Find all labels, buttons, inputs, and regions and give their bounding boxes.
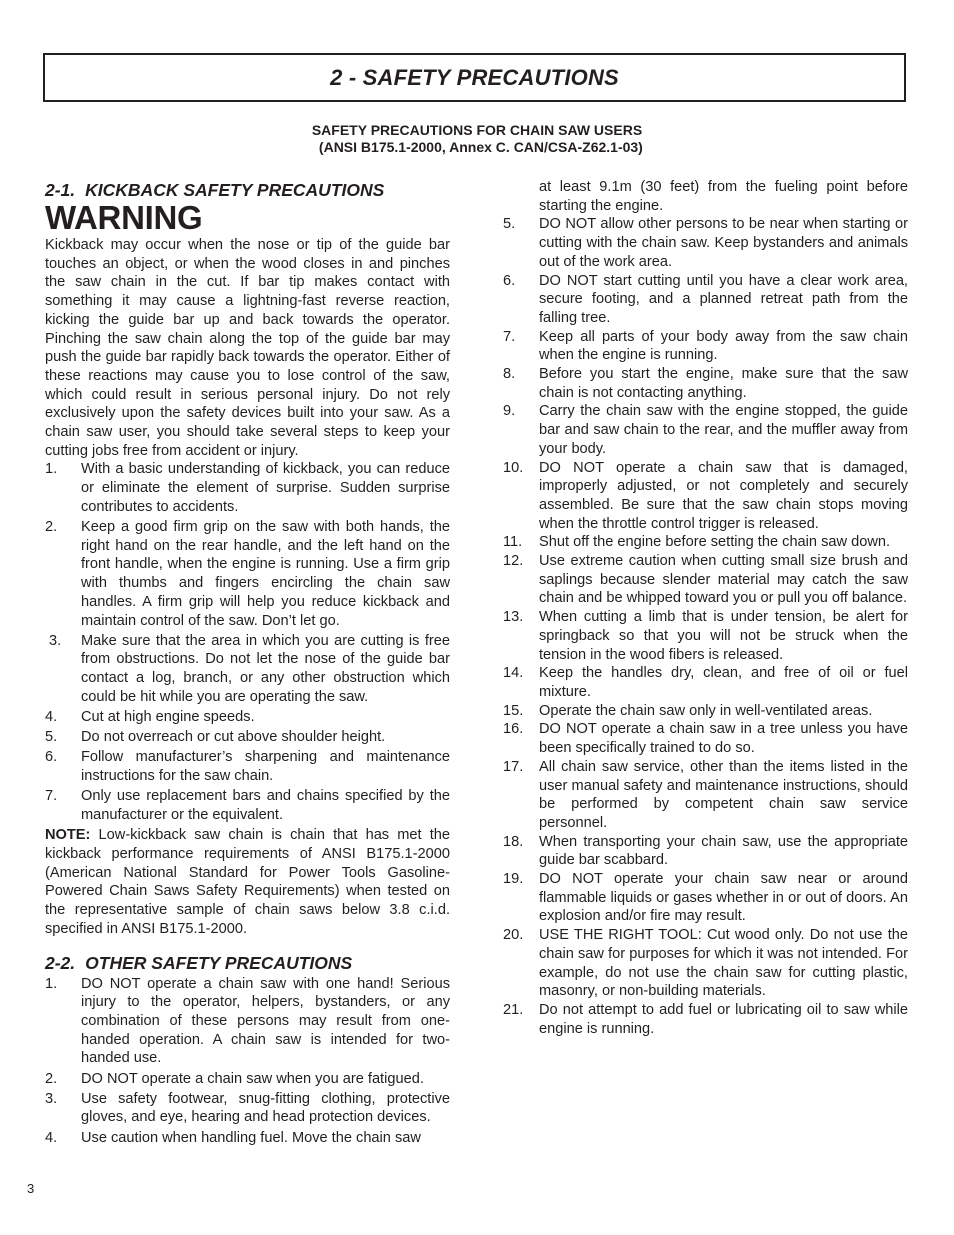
note-label: NOTE: [45, 827, 91, 844]
list-item-text: DO NOT operate a chain saw in a tree unless you have been specifically trained to do so. [539, 721, 908, 757]
subheading [0, 122, 954, 156]
list-item-text: Carry the chain saw with the engine stopped, the guide bar and saw chain to the rear, and the muffler away from your body. [539, 403, 908, 457]
list-item-number: 6. [45, 749, 58, 766]
list-item-text: Use safety footwear, snug-fitting clothing, protective gloves, and eye, hearing and head protection devices. [81, 1090, 450, 1126]
list-item [503, 533, 908, 552]
other-precautions-list-right [503, 215, 908, 1038]
list-item [503, 720, 908, 757]
list-item [503, 833, 908, 870]
kickback-intro-paragraph: Kickback may occur when the nose or tip of the guide bar touches an object, or when the wood closes in and pinches the saw chain in the cut. If bar tip makes contact with something it may cause a lightning-fast reverse reaction, kicking the guide bar up and back towards the operator. Pinching the saw chain along the top of the guide bar may push the guide bar rapidly back towards the operator. Either of these reactions may cause you to lose control of the saw, which could result in serious personal injury. Do not rely exclusively upon the safety devices built into your saw. As a chain saw user, you should take several steps to keep your cutting jobs free from accident or injury. [45, 237, 450, 459]
subheading-line-1: SAFETY PRECAUTIONS FOR CHAIN SAW USERS [311, 122, 643, 138]
list-item [45, 787, 450, 824]
list-item [45, 460, 450, 516]
list-item [45, 518, 450, 630]
list-item-number: 3. [45, 632, 62, 649]
left-column [45, 178, 450, 1149]
list-item-number: 1. [45, 461, 58, 478]
list-item-text: Before you start the engine, make sure that the saw chain is not contacting anything. [539, 366, 908, 401]
list-item-number: 10. [503, 459, 524, 476]
warning-heading: WARNING [45, 199, 203, 236]
list-item-text: DO NOT start cutting until you have a clear work area, secure footing, and a planned retreat path from the falling tree. [539, 272, 908, 326]
list-item [503, 215, 908, 271]
list-item-text: Keep the handles dry, clean, and free of oil or fuel mixture. [539, 665, 908, 700]
section-number: 2-1. [45, 180, 76, 200]
list-item [503, 664, 908, 701]
kickback-precautions-list [45, 460, 450, 824]
page-title: 2 - SAFETY PRECAUTIONS [330, 64, 619, 90]
list-item-number: 17. [503, 758, 524, 775]
list-item [45, 708, 450, 727]
list-item-text: Only use replacement bars and chains specified by the manufacturer or the equivalent. [81, 788, 450, 824]
list-item-text: USE THE RIGHT TOOL: Cut wood only. Do not use the chain saw for purposes for which it was not intended. For example, do not use the chain saw for cutting plastic, masonry, or non-building materials. [539, 927, 908, 1000]
list-item-text: Shut off the engine before setting the chain saw down. [539, 534, 891, 551]
list-item-number: 12. [503, 553, 524, 570]
list-item-number: 7. [503, 328, 516, 345]
page-number: 3 [27, 1181, 35, 1196]
list-item-text: Do not overreach or cut above shoulder height. [81, 729, 386, 746]
list-item-number: 2. [45, 519, 58, 536]
list-item-number: 4. [45, 1129, 58, 1146]
list-item-text: Make sure that the area in which you are cutting is free from obstructions. Do not let the nose of the guide bar contact a log, branch, or any other obstruction which could be hit while you are operating the saw. [81, 632, 450, 705]
section-number: 2-2. [45, 952, 76, 973]
other-precautions-list-left [45, 975, 450, 1148]
section-heading-other [45, 951, 450, 975]
list-item [45, 728, 450, 747]
list-item [45, 1129, 450, 1148]
item-4-continuation: at least 9.1m (30 feet) from the fueling point before starting the engine. [539, 179, 908, 214]
list-item [45, 975, 450, 1069]
list-item [503, 1001, 908, 1038]
section-title: OTHER SAFETY PRECAUTIONS [85, 952, 353, 973]
list-item-number: 6. [503, 272, 516, 289]
list-item-text: With a basic understanding of kickback, you can reduce or eliminate the element of surprise. Sudden surprise contributes to accidents. [81, 461, 450, 515]
list-item-number: 14. [503, 665, 524, 682]
list-item-text: Operate the chain saw only in well-ventilated areas. [539, 702, 873, 719]
list-item-text: DO NOT allow other persons to be near when starting or cutting with the chain saw. Keep bystanders and animals out of the work area. [539, 216, 908, 270]
list-item-text: DO NOT operate your chain saw near or around flammable liquids or gases whether in or out of doors. An explosion and/or fire may result. [539, 871, 908, 925]
list-item-text: When cutting a limb that is under tension, be alert for springback so that you will not be struck when the tension in the wood fibers is released. [539, 609, 908, 663]
list-item-text: All chain saw service, other than the items listed in the user manual safety and maintenance instructions, should be performed by competent chain saw service personnel. [539, 758, 908, 831]
list-item [503, 459, 908, 534]
list-item [45, 632, 450, 707]
list-item-text: Cut at high engine speeds. [81, 709, 255, 726]
list-item-number: 21. [503, 1001, 524, 1018]
list-item [503, 328, 908, 365]
list-item-number: 11. [503, 534, 523, 551]
list-item-text: Follow manufacturer’s sharpening and maintenance instructions for the saw chain. [81, 749, 450, 785]
list-item [503, 402, 908, 458]
list-item-text: DO NOT operate a chain saw when you are fatigued. [81, 1070, 424, 1087]
list-item-number: 3. [45, 1090, 58, 1107]
list-item [503, 870, 908, 926]
list-item-number: 9. [503, 403, 516, 420]
list-item-number: 2. [45, 1070, 58, 1087]
list-item-number: 18. [503, 833, 524, 850]
list-item-number: 7. [45, 788, 58, 805]
list-item-text: Do not attempt to add fuel or lubricating oil to saw while engine is running. [539, 1001, 908, 1037]
list-item-number: 13. [503, 609, 524, 626]
list-item [45, 748, 450, 785]
list-item-number: 16. [503, 721, 524, 738]
list-item-number: 15. [503, 702, 524, 719]
list-item [503, 702, 908, 721]
list-item [503, 608, 908, 664]
section-title-box [43, 53, 906, 102]
list-item-number: 5. [45, 729, 58, 746]
list-item [503, 552, 908, 608]
list-item [503, 272, 908, 328]
list-item-text: DO NOT operate a chain saw with one hand! Serious injury to the operator, helpers, bystanders, or any combination of these persons may result from one-handed operation. A chain saw is intended for two-handed use. [81, 975, 450, 1067]
list-item-text: Use caution when handling fuel. Move the chain saw [81, 1129, 421, 1146]
list-item-text: Keep a good firm grip on the saw with both hands, the right hand on the rear handle, and the left hand on the front handle, when the engine is running. Use a firm grip with thumbs and fingers encircling the chain saw handles. A firm grip will help you reduce kickback and maintain control of the saw. Don’t let go. [81, 519, 450, 629]
list-item-text: Keep all parts of your body away from the saw chain when the engine is running. [539, 328, 908, 364]
list-item [503, 758, 908, 833]
list-item [45, 1090, 450, 1127]
subheading-line-2: (ANSI B175.1-2000, Annex C. CAN/CSA-Z62.1-03) [311, 139, 643, 155]
list-item-number: 5. [503, 216, 516, 233]
list-item-text: When transporting your chain saw, use the appropriate guide bar scabbard. [539, 833, 908, 869]
section-title: KICKBACK SAFETY PRECAUTIONS [85, 180, 385, 200]
list-item-number: 19. [503, 871, 524, 888]
note-paragraph [45, 826, 450, 938]
list-item-number: 20. [503, 927, 524, 944]
note-text: Low-kickback saw chain is chain that has met the kickback performance requirements of ANSI B175.1-2000 (American National Standard for Power Tools Gasoline-Powered Chain Saws Safety Requirements) when tested on the representative sample of chain saws below 3.8 c.i.d. specified in ANSI B175.1-2000. [45, 827, 450, 937]
right-column [503, 178, 908, 1038]
list-item [45, 1070, 450, 1089]
list-item-number: 4. [45, 709, 58, 726]
list-item-number: 8. [503, 366, 516, 383]
list-item [503, 365, 908, 402]
list-item [503, 926, 908, 1001]
list-item-number: 1. [45, 975, 58, 992]
list-item-text: DO NOT operate a chain saw that is damaged, improperly adjusted, or not completely and securely assembled. Be sure that the saw chain stops moving when the throttle control trigger is released. [539, 459, 908, 532]
list-item-text: Use extreme caution when cutting small size brush and saplings because slender material may catch the saw chain and be whipped toward you or pull you off balance. [539, 553, 908, 607]
